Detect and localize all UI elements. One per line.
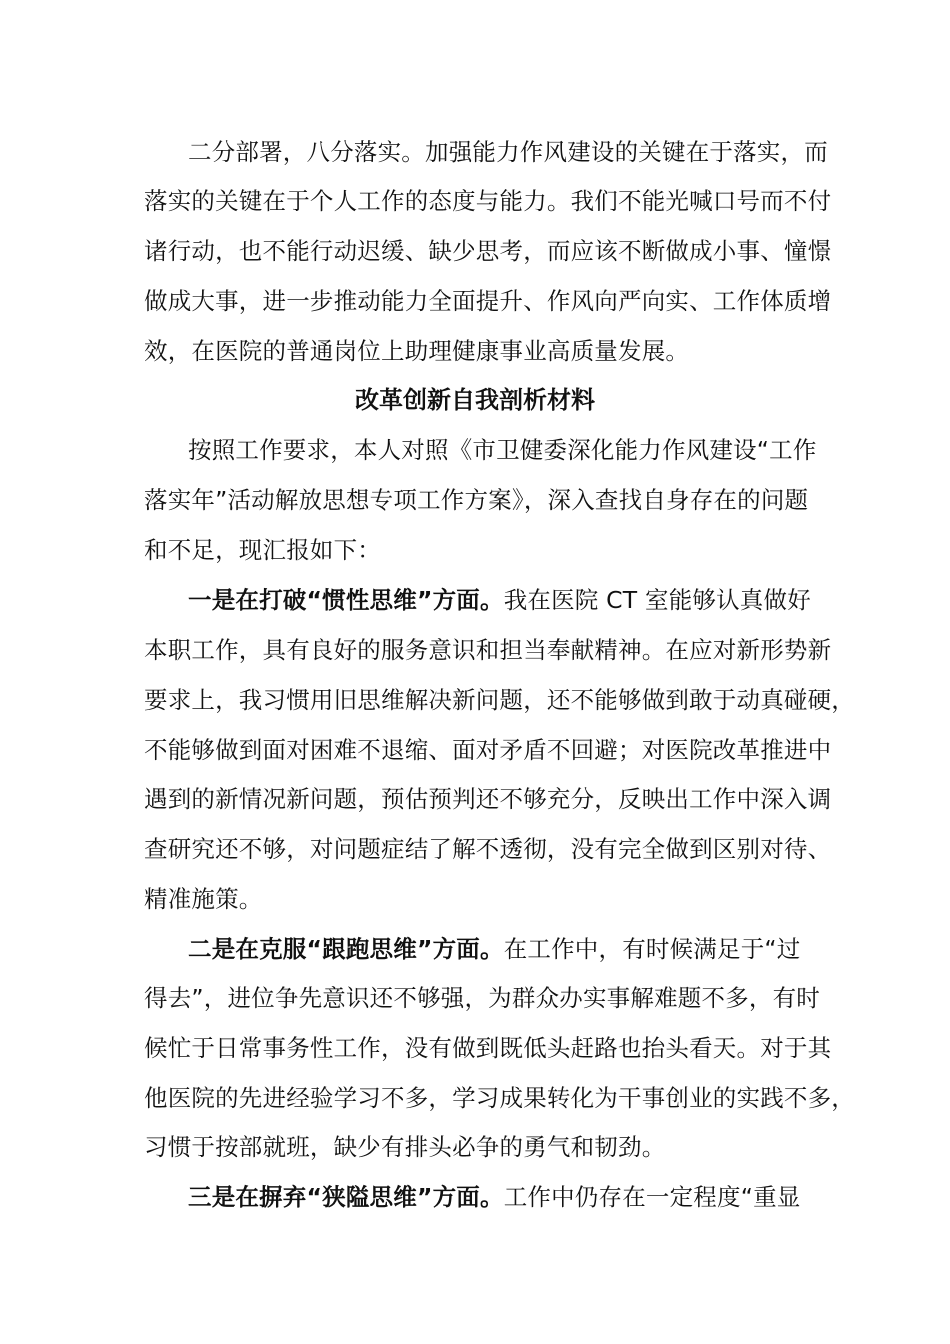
intro-line-4: 做成大事，进一步推动能力全面提升、作风向严向实、工作体质增 xyxy=(144,287,832,315)
section1-line: 本职工作，具有良好的服务意识和担当奉献精神。在应对新形势新 xyxy=(144,636,832,664)
section2-first-line xyxy=(188,933,800,965)
section2-line: 习惯于按部就班，缺少有排头必争的勇气和韧劲。 xyxy=(144,1133,666,1161)
section3-first-line-text: 工作中仍存在一定程度“重显 xyxy=(503,1183,801,1211)
section2-line: 得去”，进位争先意识还不够强，为群众办实事解难题不多，有时 xyxy=(144,984,820,1012)
section2-heading: 二是在克服“跟跑思维”方面。 xyxy=(188,935,504,963)
section1-line: 查研究还不够，对问题症结了解不透彻，没有完全做到区别对待、 xyxy=(144,835,832,863)
intro-line-5: 效，在医院的普通岗位上助理健康事业高质量发展。 xyxy=(144,337,690,365)
section3-heading: 三是在摒弃“狭隘思维”方面。 xyxy=(188,1183,504,1211)
intro-line-3: 诸行动，也不能行动迟缓、缺少思考，而应该不断做成小事、憧憬 xyxy=(144,237,832,265)
section1-line: 遇到的新情况新问题，预估预判还不够充分，反映出工作中深入调 xyxy=(144,785,832,813)
section2-line: 他医院的先进经验学习不多，学习成果转化为干事创业的实践不多， xyxy=(144,1084,855,1112)
section2-line: 候忙于日常事务性工作，没有做到既低头赶路也抬头看天。对于其 xyxy=(144,1034,832,1062)
section1-first-line-text: 我在医院 CT 室能够认真做好 xyxy=(503,586,811,614)
section1-line: 精准施策。 xyxy=(144,885,263,913)
intro-line-2: 落实的关键在于个人工作的态度与能力。我们不能光喊口号而不付 xyxy=(144,187,832,215)
section1-line: 不能够做到面对困难不退缩、面对矛盾不回避；对医院改革推进中 xyxy=(144,736,832,764)
preface-line-1: 按照工作要求，本人对照《市卫健委深化能力作风建设“工作 xyxy=(188,436,817,464)
preface-line-2: 落实年”活动解放思想专项工作方案》，深入查找自身存在的问题 xyxy=(144,486,809,514)
section1-line: 要求上，我习惯用旧思维解决新问题，还不能够做到敢于动真碰硬， xyxy=(144,686,855,714)
intro-line-1: 二分部署，八分落实。加强能力作风建设的关键在于落实，而 xyxy=(188,138,828,166)
section1-heading: 一是在打破“惯性思维”方面。 xyxy=(188,586,504,614)
document-title: 改革创新自我剖析材料 xyxy=(355,386,595,414)
preface-line-3: 和不足，现汇报如下： xyxy=(144,536,381,564)
section3-first-line xyxy=(188,1181,800,1213)
section1-first-line xyxy=(188,584,811,616)
section2-first-line-text: 在工作中，有时候满足于“过 xyxy=(503,935,801,963)
